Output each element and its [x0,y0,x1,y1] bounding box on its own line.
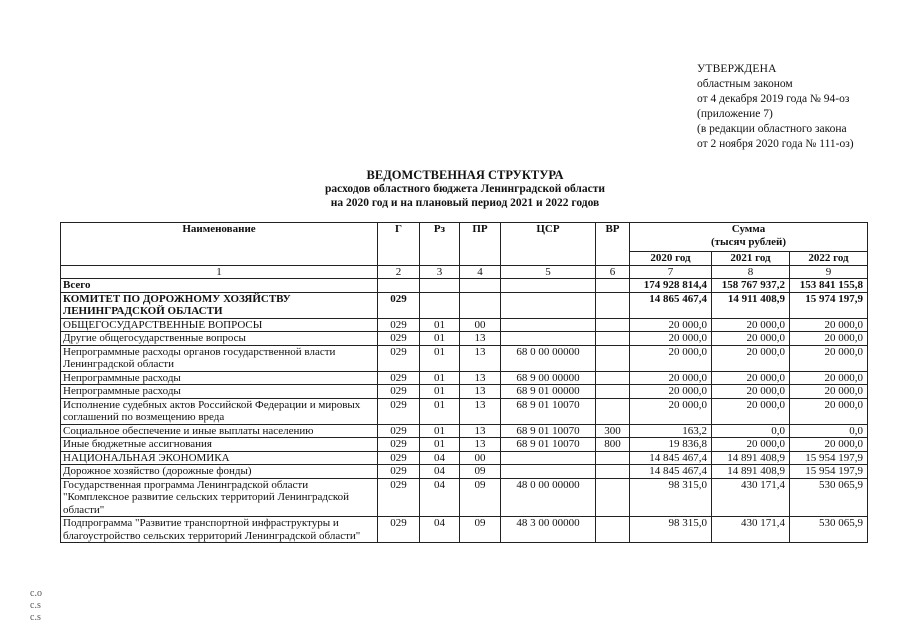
cell-pr [460,292,501,318]
cell-v2021: 20 000,0 [712,332,790,346]
cell-v2022: 20 000,0 [790,318,868,332]
cell-g: 029 [378,451,420,465]
column-number: 2 [378,265,420,279]
cell-vr [596,371,630,385]
cell-name: Социальное обеспечение и иные выплаты населению [61,424,378,438]
cell-v2021: 20 000,0 [712,345,790,371]
cell-v2022: 20 000,0 [790,438,868,452]
cell-v2022: 20 000,0 [790,385,868,399]
cell-pr: 13 [460,398,501,424]
header-vr: ВР [596,223,630,266]
cell-pr: 13 [460,385,501,399]
cell-rz [420,279,460,293]
cell-g: 029 [378,318,420,332]
cell-pr: 13 [460,438,501,452]
cell-csr: 48 3 00 00000 [501,517,596,543]
cell-csr [501,279,596,293]
cell-v2020: 163,2 [630,424,712,438]
column-number: 7 [630,265,712,279]
column-number: 6 [596,265,630,279]
approval-line: областным законом [697,78,793,90]
cell-g: 029 [378,465,420,479]
cell-v2021: 430 171,4 [712,517,790,543]
cell-rz: 01 [420,345,460,371]
cell-pr: 13 [460,424,501,438]
header-pr: ПР [460,223,501,266]
table-row [61,478,868,517]
cell-v2020: 98 315,0 [630,517,712,543]
cell-pr [460,279,501,293]
cell-name: Иные бюджетные ассигнования [61,438,378,452]
table-row [61,332,868,346]
cell-v2020: 20 000,0 [630,318,712,332]
column-number: 8 [712,265,790,279]
approval-line: (приложение 7) [697,108,773,120]
table-row [61,292,868,318]
cell-v2021: 14 891 408,9 [712,451,790,465]
header-g: Г [378,223,420,266]
cell-name: Непрограммные расходы [61,371,378,385]
cell-v2020: 19 836,8 [630,438,712,452]
cell-name: Непрограммные расходы [61,385,378,399]
cell-vr [596,465,630,479]
title-line-3: на 2020 год и на плановый период 2021 и 2022 годов [330,197,600,209]
cell-v2022: 153 841 155,8 [790,279,868,293]
approval-line: от 2 ноября 2020 года № 111-оз) [697,138,854,150]
cell-v2022: 0,0 [790,424,868,438]
cell-v2020: 20 000,0 [630,398,712,424]
cell-v2022: 530 065,9 [790,478,868,517]
cell-csr [501,292,596,318]
cell-v2020: 14 865 467,4 [630,292,712,318]
cell-g: 029 [378,478,420,517]
cell-v2022: 20 000,0 [790,345,868,371]
cell-v2020: 20 000,0 [630,371,712,385]
cell-g: 029 [378,385,420,399]
cell-v2020: 98 315,0 [630,478,712,517]
header-year-2022: 2022 год [790,252,868,266]
cell-v2020: 20 000,0 [630,345,712,371]
cell-g: 029 [378,292,420,318]
cell-g: 029 [378,424,420,438]
cell-name: ОБЩЕГОСУДАРСТВЕННЫЕ ВОПРОСЫ [61,318,378,332]
cell-v2020: 20 000,0 [630,385,712,399]
header-sum [630,223,868,252]
cell-csr: 68 0 00 00000 [501,345,596,371]
table-row [61,279,868,293]
cell-pr: 00 [460,318,501,332]
cell-v2021: 20 000,0 [712,371,790,385]
cell-rz: 01 [420,424,460,438]
table-row [61,318,868,332]
header-sum-unit: (тысяч рублей) [710,235,787,248]
cell-v2021: 20 000,0 [712,398,790,424]
cell-pr: 09 [460,478,501,517]
table-row [61,465,868,479]
header-rz: Рз [420,223,460,266]
cell-rz: 04 [420,517,460,543]
cell-name: Всего [61,279,378,293]
header-csr: ЦСР [501,223,596,266]
cell-vr [596,332,630,346]
cell-name: Государственная программа Ленинградской области "Комплексное развитие сельских территорий Ленинградской области" [61,478,378,517]
approval-block [697,62,854,152]
budget-table [60,222,868,543]
column-number: 3 [420,265,460,279]
cell-v2021: 20 000,0 [712,438,790,452]
cell-vr [596,478,630,517]
cell-v2022: 20 000,0 [790,371,868,385]
cell-v2020: 14 845 467,4 [630,451,712,465]
table-row [61,371,868,385]
cell-vr [596,398,630,424]
column-number: 4 [460,265,501,279]
table-row [61,345,868,371]
cell-v2022: 15 954 197,9 [790,451,868,465]
cell-v2021: 20 000,0 [712,318,790,332]
cell-v2022: 15 974 197,9 [790,292,868,318]
cell-rz: 01 [420,385,460,399]
cell-vr [596,279,630,293]
cell-rz: 01 [420,398,460,424]
cell-csr: 68 9 01 10070 [501,438,596,452]
table-row [61,517,868,543]
cell-rz: 04 [420,478,460,517]
cell-csr: 68 9 01 10070 [501,424,596,438]
cell-csr: 68 9 01 00000 [501,385,596,399]
cell-csr: 68 9 00 00000 [501,371,596,385]
column-number: 5 [501,265,596,279]
cell-name: Дорожное хозяйство (дорожные фонды) [61,465,378,479]
cell-name: Исполнение судебных актов Российской Федерации и мировых соглашений по возмещению вреда [61,398,378,424]
cell-vr [596,517,630,543]
cell-v2022: 20 000,0 [790,332,868,346]
cell-g: 029 [378,345,420,371]
cell-g: 029 [378,332,420,346]
cell-pr: 13 [460,371,501,385]
column-number: 9 [790,265,868,279]
cell-pr: 13 [460,345,501,371]
approval-line: от 4 декабря 2019 года № 94-оз [697,93,850,105]
cell-g: 029 [378,438,420,452]
cell-v2020: 174 928 814,4 [630,279,712,293]
cell-vr [596,292,630,318]
cell-v2022: 530 065,9 [790,517,868,543]
cell-rz [420,292,460,318]
table-row [61,398,868,424]
cell-rz: 01 [420,371,460,385]
cell-g [378,279,420,293]
table-row [61,451,868,465]
approval-line: (в редакции областного закона [697,123,847,135]
cell-name: КОМИТЕТ ПО ДОРОЖНОМУ ХОЗЯЙСТВУ ЛЕНИНГРАДСКОЙ ОБЛАСТИ [61,292,378,318]
cell-v2021: 158 767 937,2 [712,279,790,293]
cell-name: НАЦИОНАЛЬНАЯ ЭКОНОМИКА [61,451,378,465]
cell-v2022: 15 954 197,9 [790,465,868,479]
cell-v2021: 430 171,4 [712,478,790,517]
cell-pr: 13 [460,332,501,346]
table-row [61,438,868,452]
cell-v2021: 0,0 [712,424,790,438]
cell-g: 029 [378,371,420,385]
cell-rz: 01 [420,438,460,452]
cell-v2021: 14 911 408,9 [712,292,790,318]
header-sum-label: Сумма [731,223,766,235]
title-line-1: ВЕДОМСТВЕННАЯ СТРУКТУРА [366,168,564,182]
title-line-2: расходов областного бюджета Ленинградской области [325,183,605,195]
cell-g: 029 [378,398,420,424]
header-name: Наименование [61,223,378,266]
cell-csr [501,465,596,479]
cell-v2021: 14 891 408,9 [712,465,790,479]
cell-pr: 00 [460,451,501,465]
cell-pr: 09 [460,465,501,479]
cell-g: 029 [378,517,420,543]
cell-v2020: 20 000,0 [630,332,712,346]
cell-vr [596,451,630,465]
approval-heading: УТВЕРЖДЕНА [697,63,777,75]
cell-vr [596,385,630,399]
cell-vr [596,318,630,332]
cell-rz: 01 [420,332,460,346]
cell-v2022: 20 000,0 [790,398,868,424]
table-row [61,424,868,438]
cell-name: Подпрограмма "Развитие транспортной инфраструктуры и благоустройство сельских территорий Ленинградской области" [61,517,378,543]
cell-name: Непрограммные расходы органов государственной власти Ленинградской области [61,345,378,371]
cell-v2021: 20 000,0 [712,385,790,399]
column-number: 1 [61,265,378,279]
document-title [300,168,630,210]
cell-v2020: 14 845 467,4 [630,465,712,479]
cell-rz: 04 [420,451,460,465]
cell-vr: 300 [596,424,630,438]
cell-csr: 48 0 00 00000 [501,478,596,517]
cell-csr [501,318,596,332]
margin-marks: c.o c.s c.s [30,588,42,623]
cell-csr [501,451,596,465]
cell-vr [596,345,630,371]
cell-vr: 800 [596,438,630,452]
cell-rz: 04 [420,465,460,479]
cell-pr: 09 [460,517,501,543]
table-row [61,385,868,399]
cell-csr [501,332,596,346]
cell-csr: 68 9 01 10070 [501,398,596,424]
cell-name: Другие общегосударственные вопросы [61,332,378,346]
cell-rz: 01 [420,318,460,332]
header-year-2021: 2021 год [712,252,790,266]
header-year-2020: 2020 год [630,252,712,266]
table-body [61,279,868,543]
